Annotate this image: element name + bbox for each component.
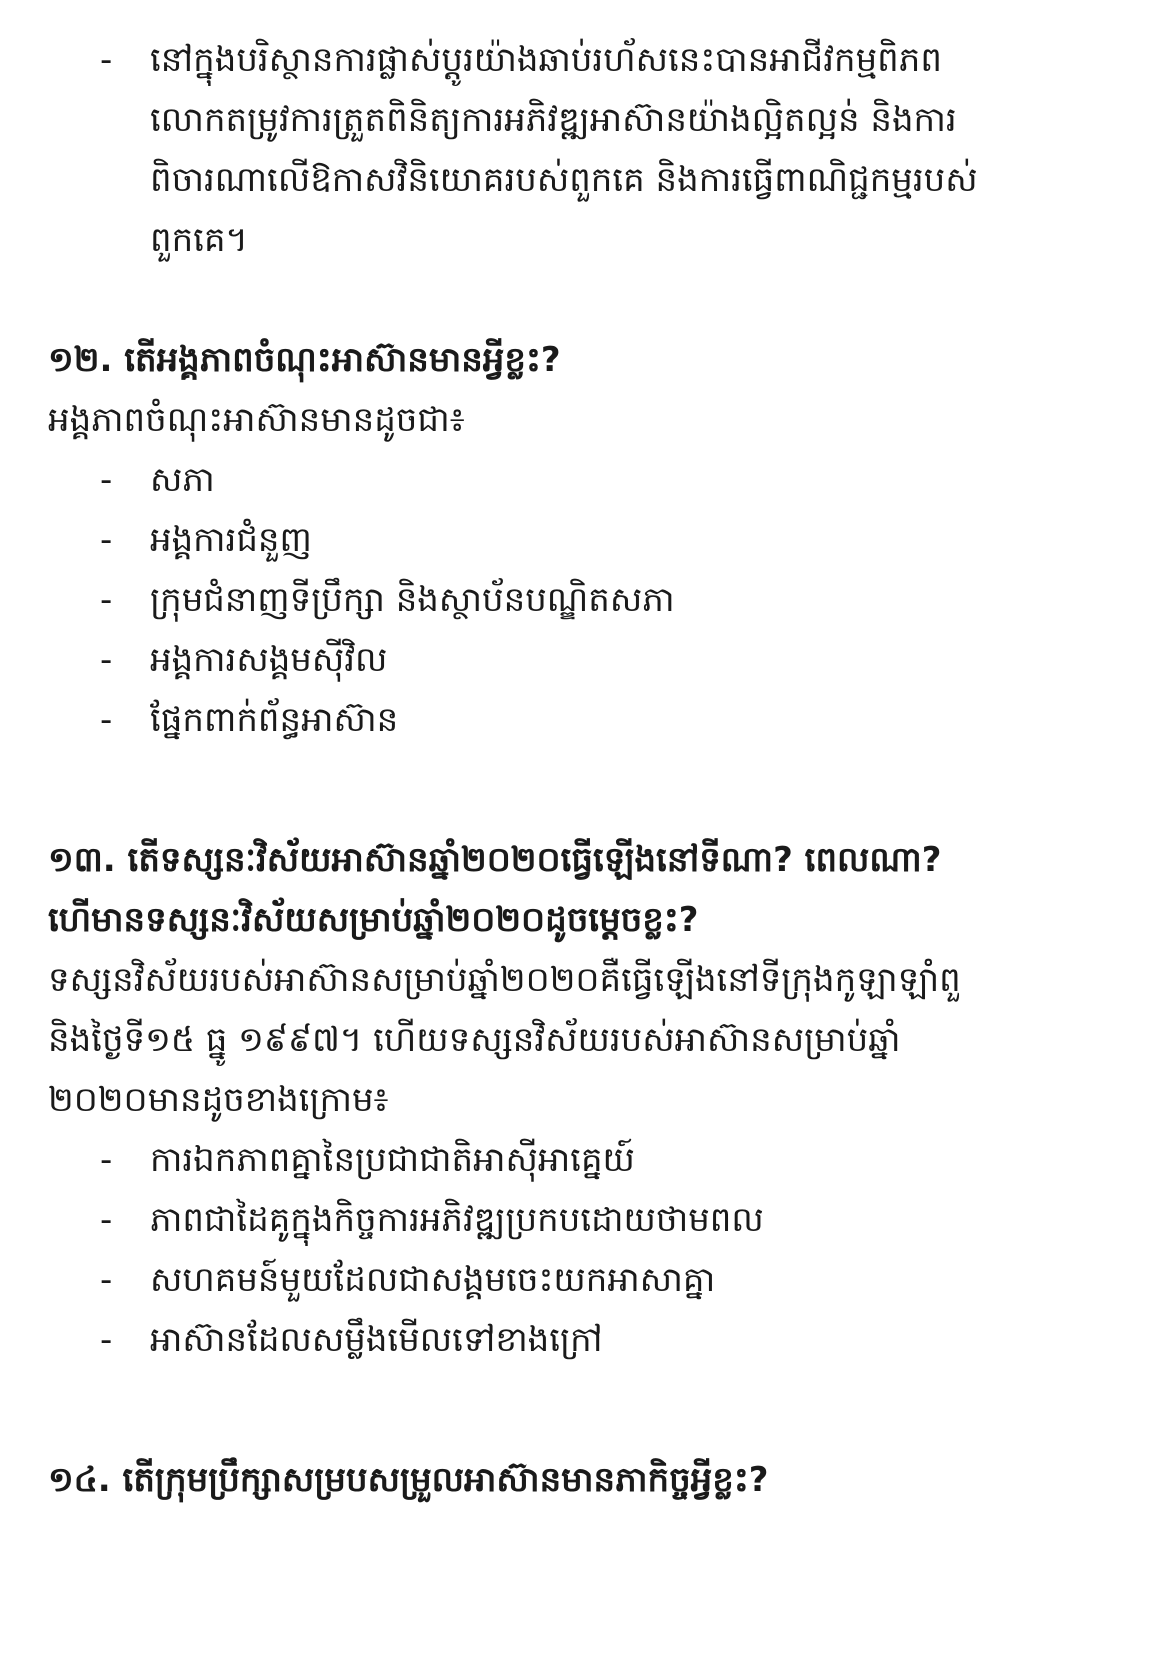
q13-list-item: សហគមន៍មួយដែលជាសង្គមចេះយកអាសាគ្នា — [150, 1260, 716, 1300]
bullet-dash: - — [100, 1140, 113, 1180]
bullet-dash: - — [100, 460, 113, 500]
question-14-heading: ១៤. តើក្រុមប្រឹក្សាសម្របសម្រួលអាស៊ានមានភាកិច្ចអ្វីខ្លះ? — [48, 1460, 769, 1500]
question-13-answer-line-1: ទស្សនវិស័យរបស់អាស៊ានសម្រាប់ឆ្នាំ២០២០គឺធ្វើឡើងនៅទីក្រុងកូឡាឡាំពួ — [48, 960, 961, 1000]
question-13-answer-line-3: ២០២០មានដូចខាងក្រោម៖ — [48, 1080, 389, 1120]
question-13-answer-line-2: និងថ្ងៃទី១៥ ធ្នូ ១៩៩៧។ ហើយទស្សនវិស័យរបស់អាស៊ានសម្រាប់ឆ្នាំ — [48, 1020, 901, 1060]
bullet-dash: - — [100, 1200, 113, 1240]
q12-list-item: ក្រុមជំនាញទីប្រឹក្សា និងស្ថាប័នបណ្ឌិតសភា — [150, 580, 675, 620]
question-12-answer-intro: អង្គភាពចំណុះអាស៊ានមានដូចជា៖ — [48, 400, 465, 440]
intro-bullet-line-4: ពួកគេ។ — [150, 220, 248, 260]
bullet-dash: - — [100, 520, 113, 560]
bullet-dash: - — [100, 40, 113, 80]
q12-list-item: អង្គការជំនួញ — [150, 520, 312, 560]
q12-list-item: ផ្នែកពាក់ព័ន្ធអាស៊ាន — [150, 700, 399, 740]
intro-bullet-line-1: នៅក្នុងបរិស្ថានការផ្លាស់ប្តូរយ៉ាងឆាប់រហ័សនេះបានអាជីវកម្មពិភព — [150, 40, 942, 80]
question-13-heading-line-1: ១៣. តើទស្សនៈវិស័យអាស៊ានឆ្នាំ២០២០ធ្វើឡើងនៅទីណា? ពេលណា? — [48, 840, 942, 880]
intro-bullet-line-3: ពិចារណាលើឱកាសវិនិយោគរបស់ពួកគេ និងការធ្វើពាណិជ្ជកម្មរបស់ — [150, 160, 978, 200]
question-13-heading-line-2: ហើមានទស្សនៈវិស័យសម្រាប់ឆ្នាំ២០២០ដូចម្តេចខ្លះ? — [48, 900, 699, 940]
q13-list-item: ភាពជាដៃគូក្នុងកិច្ចការអភិវឌ្ឍប្រកបដោយថាមពល — [150, 1200, 764, 1240]
q12-list-item: សភា — [150, 460, 215, 500]
bullet-dash: - — [100, 580, 113, 620]
q13-list-item: អាស៊ានដែលសម្លឹងមើលទៅខាងក្រៅ — [150, 1320, 603, 1360]
bullet-dash: - — [100, 640, 113, 680]
q13-list-item: ការឯកភាពគ្នានៃប្រជាជាតិអាស៊ីអាគ្នេយ៍ — [150, 1140, 635, 1180]
question-12-heading: ១២. តើអង្គភាពចំណុះអាស៊ានមានអ្វីខ្លះ? — [48, 340, 561, 380]
bullet-dash: - — [100, 1260, 113, 1300]
q12-list-item: អង្គការសង្គមស៊ីវិល — [150, 640, 388, 680]
bullet-dash: - — [100, 1320, 113, 1360]
bullet-dash: - — [100, 700, 113, 740]
intro-bullet-line-2: លោកតម្រូវការត្រួតពិនិត្យការអភិវឌ្ឍអាស៊ានយ៉ាងល្អិតល្អន់ និងការ — [150, 100, 957, 140]
